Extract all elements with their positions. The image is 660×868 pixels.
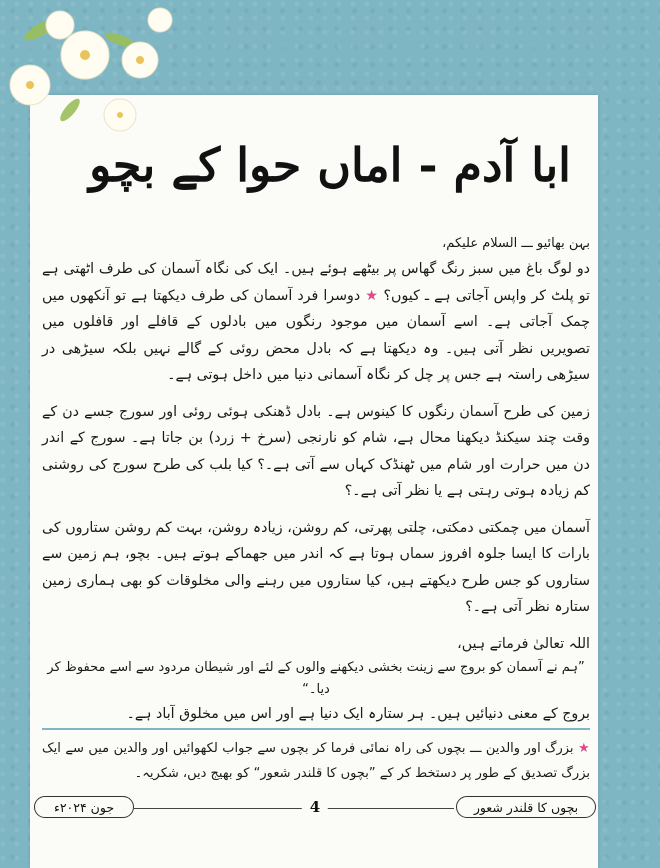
flower-decoration [0, 0, 175, 150]
closing-line: بروج کے معنی دنیائیں ہیں۔ ہر ستارہ ایک دنیا ہے اور اس میں مخلوق آباد ہے۔ [126, 706, 590, 722]
allah-says: اللہ تعالیٰ فرماتے ہیں، [457, 635, 590, 652]
issue-date: جون ۲۰۲۴ء [34, 796, 134, 818]
quote: ”ہم نے آسمان کو بروج سے زینت بخشی دیکھنے والوں کے لئے اور شیطان مردود سے اسے محفوظ کر دیا۔“ [47, 660, 585, 697]
paragraph-2: زمین کی طرح آسمان رنگوں کا کینوس ہے۔ بادل ڈھنکی ہوئی روئی اور سورج جسے دن کے وقت چند سیکنڈ دیکھنا محال ہے، شام کو نارنجی (سرخ + زرد) بن جاتا ہے۔ سورج کے اندر دن میں حرارت اور شام میں ٹھنڈک کہاں سے آتی ہے۔؟ کیا بلب کی طرح سورج کی روشنی کم زیادہ ہوتی رہتی ہے یا نظر آتی ہے۔؟ [42, 403, 590, 499]
greeting: بہن بھائیو ـــ السلام علیکم، [442, 236, 590, 251]
star-icon: ★ [578, 741, 591, 756]
paragraph-1-text: دو لوگ باغ میں سبز رنگ گھاس پر بیٹھے ہوئے ہیں۔ ایک کی نگاہ آسمان کی طرف اٹھتی ہے تو پلٹ کر واپس آجاتی ہے ـ کیوں؟ [42, 261, 590, 304]
footer-rule [134, 808, 454, 809]
footnote-divider [42, 728, 590, 730]
paragraph-1 [42, 256, 590, 389]
page-title: ابا آدم - اماں حوا کے بچو [89, 138, 571, 192]
paragraph-3: آسمان میں چمکتی دمکتی، چلتی پھرتی، کم روشن، زیادہ روشن، بہت کم روشن ستاروں کی بارات کا ایسا جلوہ افروز سماں ہوتا ہے کہ اندر میں جھماکے ہوتے ہیں۔ بچو، ہم زمین سے ستاروں کو جس طرح دیکھتے ہیں، کیا ستاروں میں رہنے والی مخلوقات کو بھی ہماری زمین ستارہ نظر آتی ہے۔؟ [42, 519, 590, 615]
article-body [42, 234, 590, 738]
footnote-text: بزرگ اور والدین ـــ بچوں کی راہ نمائی فرما کر بچوں سے جواب لکھوائیں اور والدین میں سے ایک بزرگ تصدیق کے طور پر دستخط کر کے ”بچوں کا قلندر شعور“ کو بھیج دیں، شکریہ۔ [42, 741, 590, 781]
page-footer [34, 796, 596, 822]
paragraph-1-continued: دوسرا فرد آسمان کی طرف دیکھتا ہے تو آنکھوں میں چمک آجاتی ہے۔ اسے آسمان میں موجود رنگوں میں بادلوں کے قافلے اور قافلوں میں تصویریں نظر آتی ہیں۔ وہ دیکھتا ہے کہ بادل محض روئی کے گالے نہیں بلکہ سیڑھی در سیڑھی راستہ ہے جس پر چل کر نگاہ آسمانی دنیا میں داخل ہوتی ہے۔ [42, 287, 590, 383]
star-icon: ★ [365, 287, 379, 304]
footnote [42, 736, 590, 786]
page-number: 4 [302, 798, 328, 816]
magazine-name: بچوں کا قلندر شعور [456, 796, 596, 818]
